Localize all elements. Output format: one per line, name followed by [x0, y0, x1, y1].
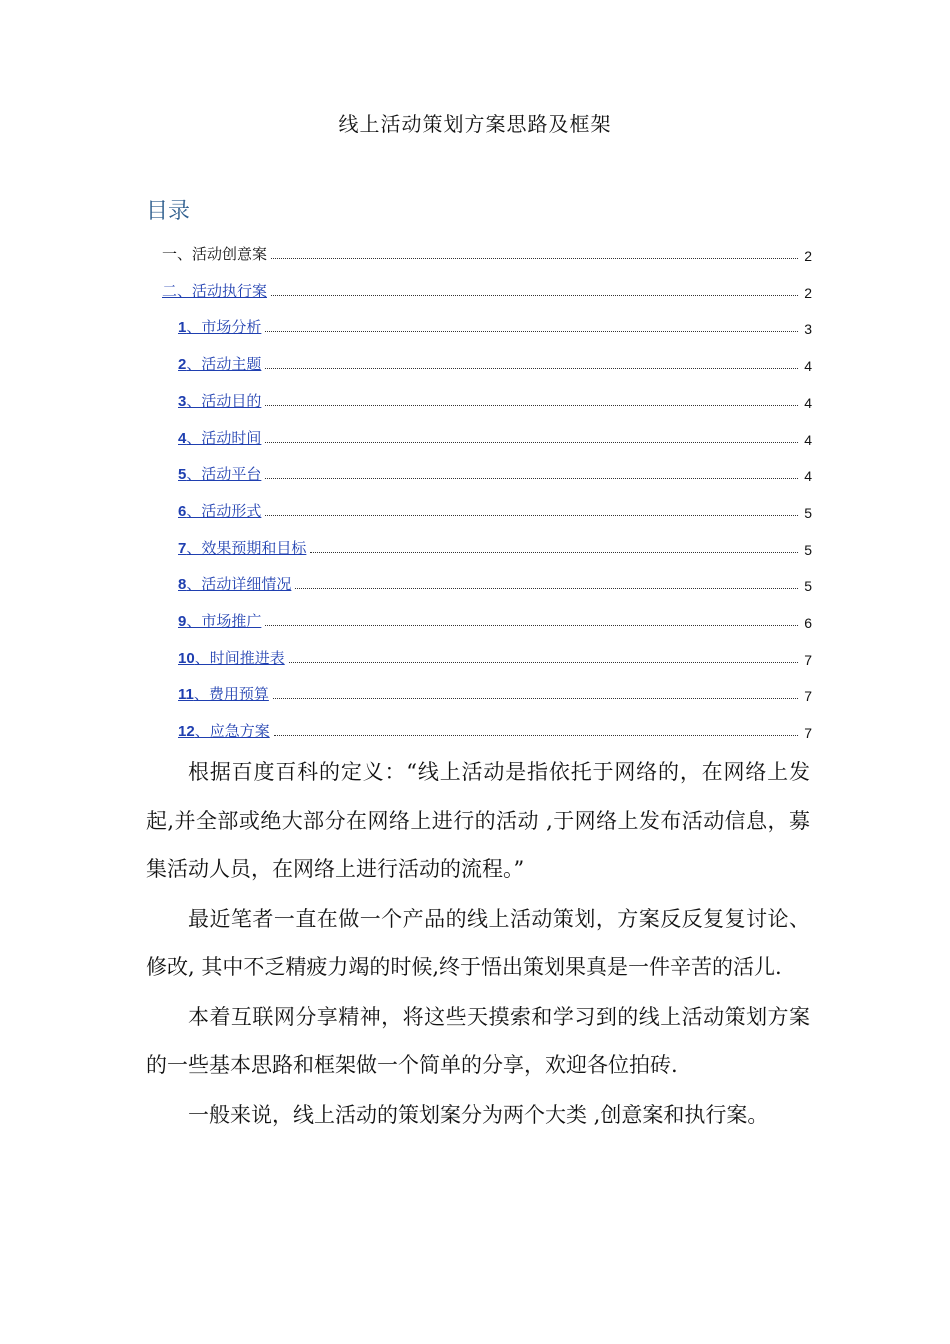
toc-entry[interactable]: [178, 381, 812, 411]
toc-entry-number: 11: [178, 686, 194, 704]
toc-entry[interactable]: [178, 638, 812, 668]
body-paragraph: 根据百度百科的定义：“线上活动是指依托于网络的，在网络上发起,并全部或绝大部分在网络上进行的活动 ,于网络上发布活动信息，募集活动人员，在网络上进行活动的流程。”: [146, 760, 810, 881]
body-paragraph: 一般来说，线上活动的策划案分为两个大类 ,创意案和执行案。: [188, 1102, 769, 1127]
toc-entry-number: 2: [178, 356, 187, 374]
toc-entry-text: 二、活动执行案: [162, 281, 268, 300]
toc-entry-text: 、活动时间: [186, 428, 262, 447]
toc-entry-number: 10: [178, 649, 195, 667]
body-paragraph: 最近笔者一直在做一个产品的线上活动策划，方案反反复复讨论、修改, 其中不乏精疲力竭的时候,终于悟出策划果真是一件辛苦的活儿.: [146, 906, 810, 979]
toc-entry-label: [178, 537, 306, 558]
toc-entry-label: [162, 280, 267, 301]
toc-entry[interactable]: [178, 491, 812, 521]
toc-entry[interactable]: [178, 418, 812, 448]
toc-entry-text: 、效果预期和目标: [186, 538, 307, 557]
toc-entry-label: [178, 647, 285, 668]
toc-leader-dots: [289, 661, 798, 663]
toc-entry-number: 6: [178, 502, 187, 520]
toc-entry-page-number: 5: [804, 504, 812, 521]
toc-entry[interactable]: [178, 528, 812, 558]
toc-entry[interactable]: [178, 674, 812, 704]
toc-leader-dots: [265, 367, 798, 369]
toc-entry-page-number: 6: [804, 615, 812, 631]
toc-entry-text: 、活动目的: [186, 391, 262, 410]
toc-entry-number: 12: [178, 723, 195, 741]
toc-entry-page-number: 7: [804, 651, 812, 668]
toc-entry-number: 1: [178, 319, 187, 337]
toc-entry: [162, 234, 812, 264]
toc-entry-page-number: 4: [804, 394, 812, 411]
toc-leader-dots: [265, 330, 798, 332]
toc-entry-page-number: 4: [804, 358, 812, 375]
toc-entry-text: 、时间推进表: [194, 648, 285, 667]
body-text: [146, 748, 810, 1140]
toc-entry[interactable]: [162, 271, 812, 301]
toc-entry-label: [178, 316, 261, 337]
toc-entry-text: 、应急方案: [194, 722, 270, 741]
toc-entry-number: 8: [178, 576, 187, 594]
toc-entry-label: [178, 610, 261, 631]
toc-entry-label: [178, 390, 261, 411]
toc-entry-number: 3: [178, 392, 187, 410]
toc-leader-dots: [265, 477, 798, 479]
toc-entry-text: 、费用预算: [193, 685, 269, 704]
toc-entry-label: [178, 463, 261, 484]
toc-entry-page-number: 4: [804, 431, 812, 448]
toc-entry-page-number: 3: [804, 321, 812, 338]
toc-entry-label: [178, 427, 261, 448]
toc-leader-dots: [265, 404, 798, 406]
toc-entry[interactable]: [178, 711, 812, 741]
toc-entry-number: 9: [178, 613, 187, 630]
toc-leader-dots: [274, 734, 798, 736]
toc-entry[interactable]: [178, 454, 812, 484]
document-title: 线上活动策划方案思路及框架: [338, 112, 612, 136]
toc-entry[interactable]: [178, 344, 812, 374]
toc-entry-label: [162, 243, 267, 264]
toc-entry-text: 、活动形式: [186, 501, 262, 520]
toc-entry-page-number: 7: [804, 688, 812, 705]
toc-leader-dots: [271, 294, 798, 296]
toc-entry-text: 、活动主题: [186, 355, 262, 374]
toc-entry-label: [178, 573, 291, 594]
toc-entry-page-number: 5: [804, 578, 812, 595]
toc-heading: 目录: [146, 199, 191, 224]
toc-entry-page-number: 7: [804, 725, 812, 742]
toc-entry-label: [178, 500, 261, 521]
toc-entry-page-number: 2: [804, 248, 812, 264]
toc-entry-text: 、活动详细情况: [186, 575, 292, 594]
toc-entry[interactable]: [178, 564, 812, 594]
toc-entry-number: 5: [178, 466, 187, 484]
toc-leader-dots: [265, 441, 798, 443]
toc-leader-dots: [271, 257, 798, 259]
toc-entry[interactable]: [178, 307, 812, 337]
toc-leader-dots: [265, 514, 798, 516]
toc-entry[interactable]: [178, 601, 812, 631]
toc-entry-text: 、活动平台: [186, 465, 262, 484]
toc-entry-page-number: 5: [804, 541, 812, 558]
toc-entry-label: [178, 720, 270, 741]
toc-entry-text: 一、活动创意案: [162, 245, 268, 263]
toc-entry-text: 、市场分析: [186, 318, 262, 337]
body-paragraph: 本着互联网分享精神，将这些天摸索和学习到的线上活动策划方案的一些基本思路和框架做一个简单的分享，欢迎各位拍砖.: [146, 1004, 810, 1077]
toc-entry-label: [178, 683, 269, 704]
toc-leader-dots: [295, 587, 798, 589]
toc-leader-dots: [310, 551, 798, 553]
toc-entry-page-number: 4: [804, 468, 812, 485]
toc-leader-dots: [265, 624, 798, 626]
toc-entry-number: 7: [178, 539, 187, 557]
toc-entry-page-number: 2: [804, 284, 812, 301]
toc-entry-number: 4: [178, 429, 187, 447]
toc-leader-dots: [273, 697, 798, 699]
toc-entry-text: 、市场推广: [186, 612, 262, 630]
toc-entry-label: [178, 353, 261, 374]
